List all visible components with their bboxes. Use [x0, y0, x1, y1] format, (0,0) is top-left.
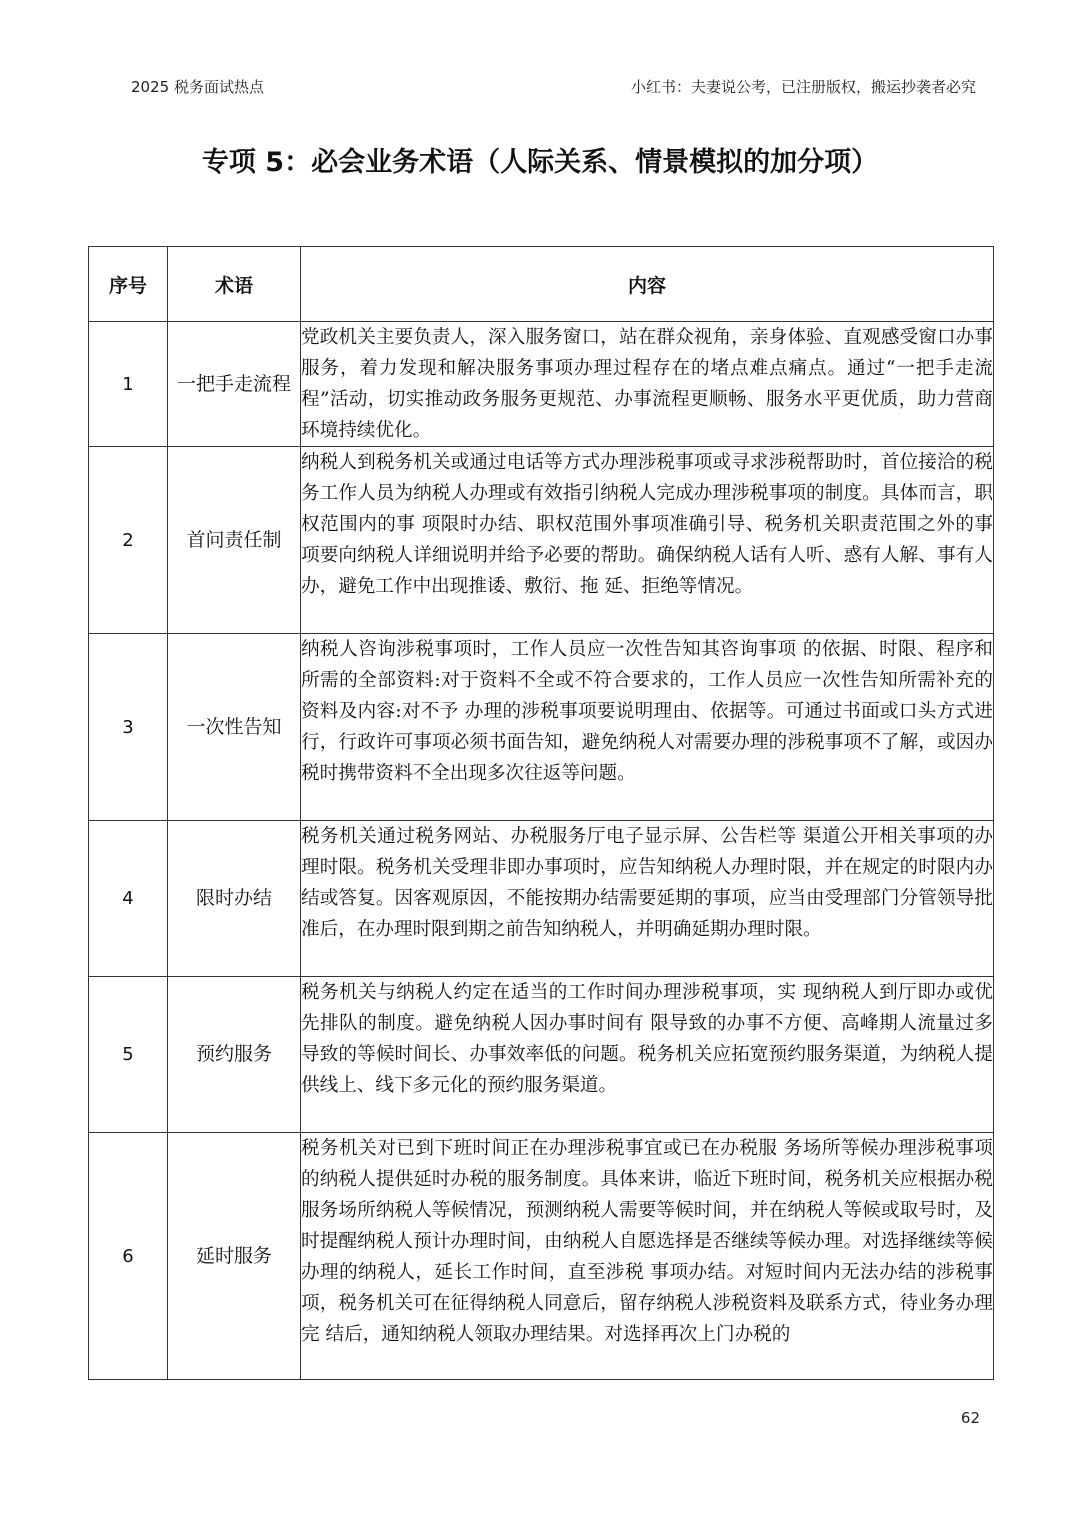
row-number: 6: [89, 1133, 168, 1380]
row-term: 预约服务: [168, 977, 301, 1133]
row-content: 纳税人到税务机关或通过电话等方式办理涉税事项或寻求涉税帮助时，首位接洽的税务工作人员为纳税人办理或有效指引纳税人完成办理涉税事项的制度。具体而言，职权范围内的事 项限时办结、职权范围外事项准确引导、税务机关职责范围之外的事项要向纳税人详细说明并给予必要的帮助。确保纳税人话有人听、惑有人解、事有人办，避免工作中出现推诿、敷衍、拖 延、拒绝等情况。: [301, 447, 994, 634]
page-number: 62: [960, 1409, 980, 1427]
table-row: [89, 977, 994, 1133]
table-row: [89, 821, 994, 977]
row-term: 一次性告知: [168, 634, 301, 821]
page-title: 专项 5：必会业务术语（人际关系、情景模拟的加分项）: [201, 147, 879, 178]
column-header-term: 术语: [168, 247, 301, 322]
table-row: [89, 634, 994, 821]
row-term: 延时服务: [168, 1133, 301, 1380]
row-number: 4: [89, 821, 168, 977]
row-term: 首问责任制: [168, 447, 301, 634]
table-header-row: [89, 247, 994, 322]
header-left: 2025 税务面试热点: [131, 78, 264, 96]
row-number: 1: [89, 322, 168, 447]
row-content-text: 税务机关对已到下班时间正在办理涉税事宜或已在办税服 务场所等候办理涉税事项的纳税人提供延时办税的服务制度。具体来讲，临近下班时间，税务机关应根据办税服务场所纳税人等候情况，预测纳税人需要等候时间，并在纳税人等候或取号时，及时提醒纳税人预计办理时间，由纳税人自愿选择是否继续等候办理。对选择继续等候办理的纳税人，延长工作时间，直至涉税 事项办结。对短时间内无法办结的涉税事项，税务机关可在征得纳税人同意后，留存纳税人涉税资料及联系方式，待业务办理完 结后，通知纳税人领取办理结果。对选择再次上门办税的: [301, 1138, 993, 1345]
row-term: 限时办结: [168, 821, 301, 977]
row-term: 一把手走流程: [168, 322, 301, 447]
column-header-number: 序号: [89, 247, 168, 322]
table-row: [89, 322, 994, 447]
row-content: [301, 1133, 994, 1380]
row-content: 党政机关主要负责人，深入服务窗口，站在群众视角，亲身体验、直观感受窗口办事服务，着力发现和解决服务事项办理过程存在的堵点难点痛点。通过“一把手走流程”活动，切实推动政务服务更规范、办事流程更顺畅、服务水平更优质，助力营商环境持续优化。: [301, 322, 994, 447]
row-number: 2: [89, 447, 168, 634]
row-number: 5: [89, 977, 168, 1133]
header-right: 小红书：夫妻说公考，已注册版权，搬运抄袭者必究: [630, 78, 976, 96]
table-row: [89, 1133, 994, 1380]
row-content: 税务机关通过税务网站、办税服务厅电子显示屏、公告栏等 渠道公开相关事项的办理时限。税务机关受理非即办事项时，应告知纳税人办理时限，并在规定的时限内办结或答复。因客观原因，不能按期办结需要延期的事项，应当由受理部门分管领导批准后，在办理时限到期之前告知纳税人，并明确延期办理时限。: [301, 821, 994, 977]
terms-table: [88, 246, 994, 1380]
table-row: [89, 447, 994, 634]
row-content: 税务机关与纳税人约定在适当的工作时间办理涉税事项，实 现纳税人到厅即办或优先排队的制度。避免纳税人因办事时间有 限导致的办事不方便、高峰期人流量过多导致的等候时间长、办事效率低的问题。税务机关应拓宽预约服务渠道，为纳税人提供线上、线下多元化的预约服务渠道。: [301, 977, 994, 1133]
column-header-content: 内容: [301, 247, 994, 322]
row-content: 纳税人咨询涉税事项时，工作人员应一次性告知其咨询事项 的依据、时限、程序和所需的全部资料:对于资料不全或不符合要求的，工作人员应一次性告知所需补充的资料及内容:对不予 办理的涉税事项要说明理由、依据等。可通过书面或口头方式进行，行政许可事项必须书面告知，避免纳税人对需要办理的涉税事项不了解，或因办税时携带资料不全出现多次往返等问题。: [301, 634, 994, 821]
row-number: 3: [89, 634, 168, 821]
